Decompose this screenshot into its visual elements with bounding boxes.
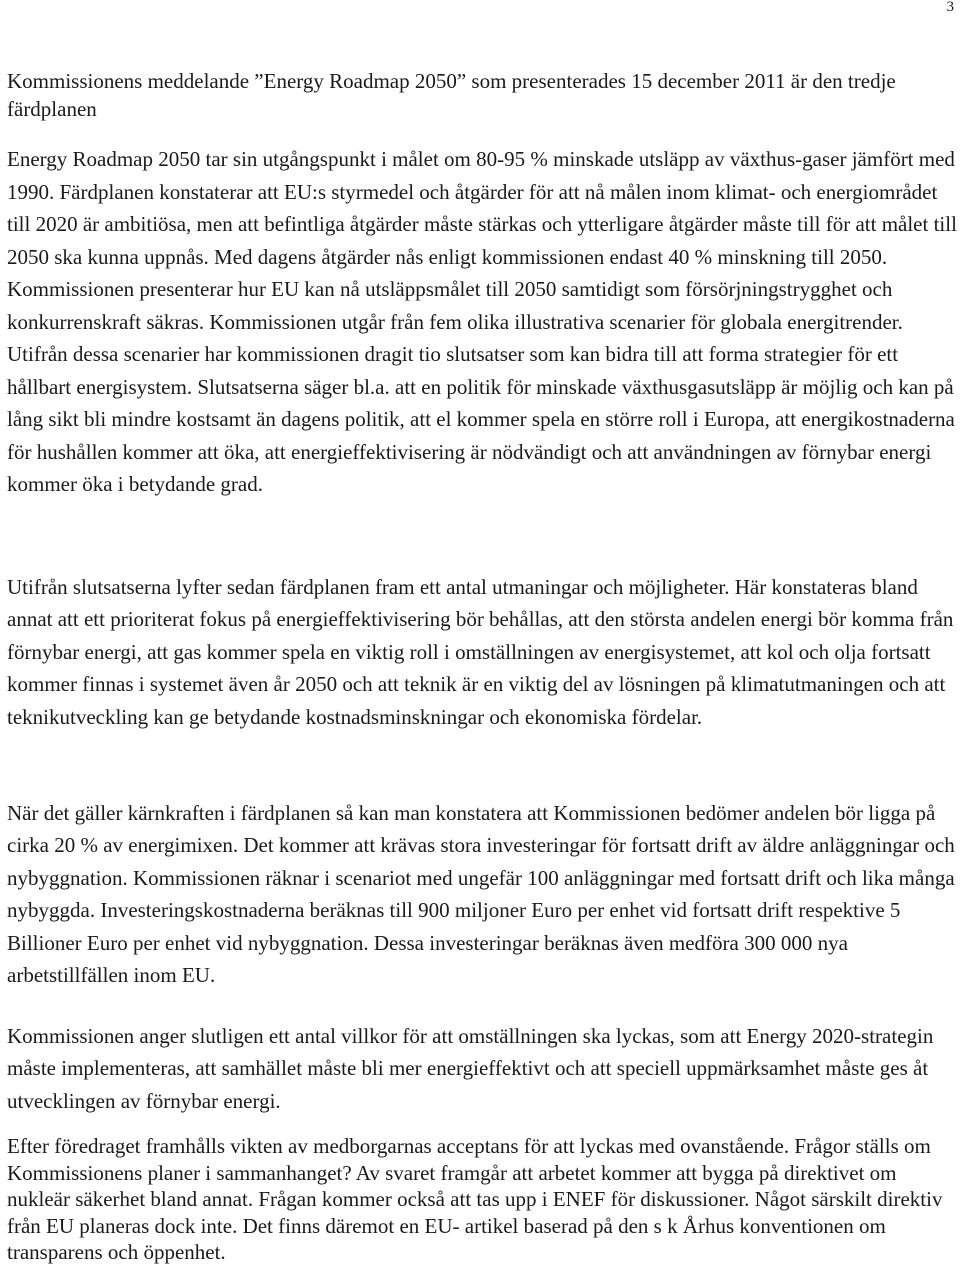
paragraph-nuclear: När det gäller kärnkraften i färdplanen så kan man konstatera att Kommissionen bedömer andelen bör ligga på cirka 20 % av energimixen. Det kommer att krävas stora investeringar för fortsatt drift av äldre anläggningar och nybyggnation. Kommissionen räknar i scenariot med ungefär 100 anläggningar med fortsatt drift och lika många nybyggda. Investeringskostnaderna beräknas till 900 miljoner Euro per enhet vid fortsatt drift respektive 5 Billioner Euro per enhet vid nybyggnation. Dessa investeringar beräknas även medföra 300 000 nya arbetstillfällen inom EU. <box>7 801 955 988</box>
section-heading: Kommissionens meddelande ”Energy Roadmap 2050” som presenterades 15 december 2011 är den tredje färdplanen <box>7 69 896 121</box>
paragraph-discussion: Efter föredraget framhålls vikten av medborgarnas acceptans för att lyckas med ovanstående. Frågor ställs om Kommissionens planer i sammanhanget? Av svaret framgår att arbetet kommer att bygga på direktivet om nukleär säkerhet bland annat. Frågan kommer också att tas upp i ENEF för diskussioner. Något särskilt direktiv från EU planeras dock inte. Det finns däremot en EU- artikel baserad på den s k Århus konventionen om transparens och öppenhet. <box>7 1134 943 1264</box>
page-number: 3 <box>946 0 954 15</box>
paragraph-roadmap-overview: Energy Roadmap 2050 tar sin utgångspunkt i målet om 80-95 % minskade utsläpp av växthus-gaser jämfört med 1990. Färdplanen konstaterar att EU:s styrmedel och åtgärder för att nå målen inom klimat- och energiområdet till 2020 är ambitiösa, men att befintliga åtgärder måste stärkas och ytterligare åtgärder måste till för att målet till 2050 ska kunna uppnås. Med dagens åtgärder nås enligt kommissionen endast 40 % minskning till 2050. Kommissionen presenterar hur EU kan nå utsläppsmålet till 2050 samtidigt som försörjningstrygghet och konkurrenskraft säkras. Kommissionen utgår från fem olika illustrativa scenarier för globala energitrender. Utifrån dessa scenarier har kommissionen dragit tio slutsatser som kan bidra till att forma strategier för ett hållbart energisystem. Slutsatserna säger bl.a. att en politik för minskade växthusgasutsläpp är möjlig och kan på lång sikt bli mindre kostsamt än dagens politik, att el kommer spela en större roll i Europa, att energikostnaderna för hushållen kommer att öka, att energieffektivisering är nödvändigt och att användningen av förnybar energi kommer öka i betydande grad. <box>7 147 957 496</box>
paragraph-conditions: Kommissionen anger slutligen ett antal villkor för att omställningen ska lyckas, som att Energy 2020-strategin måste implementeras, att samhället måste bli mer energieffektivt och att speciell uppmärksamhet måste ges åt utvecklingen av förnybar energi. <box>7 1024 934 1113</box>
paragraph-challenges: Utifrån slutsatserna lyfter sedan färdplanen fram ett antal utmaningar och möjligheter. Här konstateras bland annat att ett prioriterat fokus på energieffektivisering bör behållas, att den största andelen energi bör komma från förnybar energi, att gas kommer spela en viktig roll i omställningen av energisystemet, att kol och olja fortsatt kommer finnas i systemet även år 2050 och att teknik är en viktig del av lösningen på klimatutmaningen och att teknikutveckling kan ge betydande kostnadsminskningar och ekonomiska fördelar. <box>7 575 954 729</box>
